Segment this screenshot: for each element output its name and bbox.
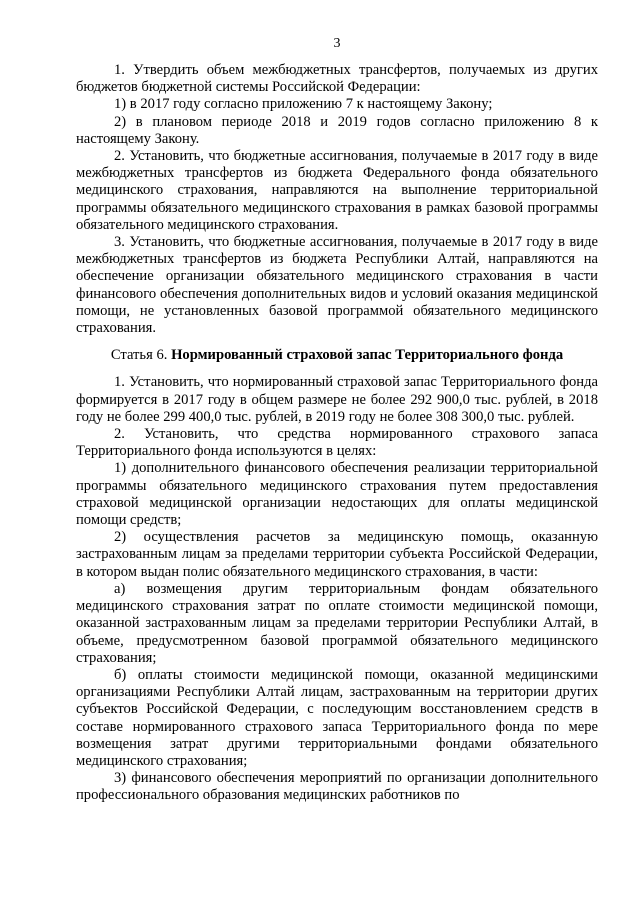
paragraph-purpose-3: 3) финансового обеспечения мероприятий по организации дополнительного профессионального образования медицинских работников по: [76, 770, 598, 804]
paragraph-republic-budget-allocations: 3. Установить, что бюджетные ассигнования, получаемые в 2017 году в виде межбюджетных трансфертов из бюджета Республики Алтай, направляются на обеспечение организации обязательного медицинского страхования в части финансового обеспечения дополнительных видов и условий оказания медицинской помощи, не установленных базовой программой обязательного медицинского страхования.: [76, 234, 598, 337]
article-6-heading: [76, 347, 598, 364]
article-6-prefix: Статья 6.: [110, 347, 168, 364]
article-6-title: Нормированный страховой запас Территориального фонда: [171, 347, 564, 364]
page-number: 3: [333, 36, 341, 51]
paragraph-reserve-purposes: 2. Установить, что средства нормированного страхового запаса Территориального фонда используются в целях:: [76, 426, 598, 460]
paragraph-purpose-2: 2) осуществления расчетов за медицинскую помощь, оказанную застрахованным лицам за пределами территории субъекта Российской Федерации, в котором выдан полис обязательного медицинского страхования, в части:: [76, 529, 598, 580]
paragraph-reserve-amount: 1. Установить, что нормированный страховой запас Территориального фонда формируется в 2017 году в общем размере не более 292 900,0 тыс. рублей, в 2018 году не более 299 400,0 тыс. рублей, в 2019 году не более 308 300,0 тыс. рублей.: [76, 374, 598, 425]
paragraph-purpose-1: 1) дополнительного финансового обеспечения реализации территориальной программы обязательного медицинского страхования путем предоставления страховой медицинской организации недостающих для оплаты медицинской помощи средств;: [76, 460, 598, 529]
paragraph-item-2017: 1) в 2017 году согласно приложению 7 к настоящему Закону;: [114, 96, 493, 113]
paragraph-purpose-2b: б) оплаты стоимости медицинской помощи, оказанной медицинскими организациями Республики Алтай лицам, застрахованным на территории других субъектов Российской Федерации, с последующим восстановлением средств в составе нормированного страхового запаса Территориального фонда по мере возмещения затрат другими территориальными фондами обязательного медицинского страхования;: [76, 666, 598, 769]
paragraph-federal-fund-allocations: 2. Установить, что бюджетные ассигнования, получаемые в 2017 году в виде межбюджетных трансфертов из бюджета Федерального фонда обязательного медицинского страхования, направляются на выполнение территориальной программы обязательного медицинского страхования в рамках базовой программы обязательного медицинского страхования.: [76, 148, 598, 233]
paragraph-approve-transfers: 1. Утвердить объем межбюджетных трансфертов, получаемых из других бюджетов бюджетной системы Российской Федерации:: [76, 62, 598, 96]
paragraph-item-planning-period: 2) в плановом периоде 2018 и 2019 годов согласно приложению 8 к настоящему Закону.: [76, 113, 598, 147]
paragraph-purpose-2a: а) возмещения другим территориальным фондам обязательного медицинского страхования затрат по оплате стоимости медицинской помощи, оказанной застрахованным лицам за пределами территории Республики Алтай, в объеме, предусмотренном базовой программой обязательного медицинского страхования;: [76, 580, 598, 666]
